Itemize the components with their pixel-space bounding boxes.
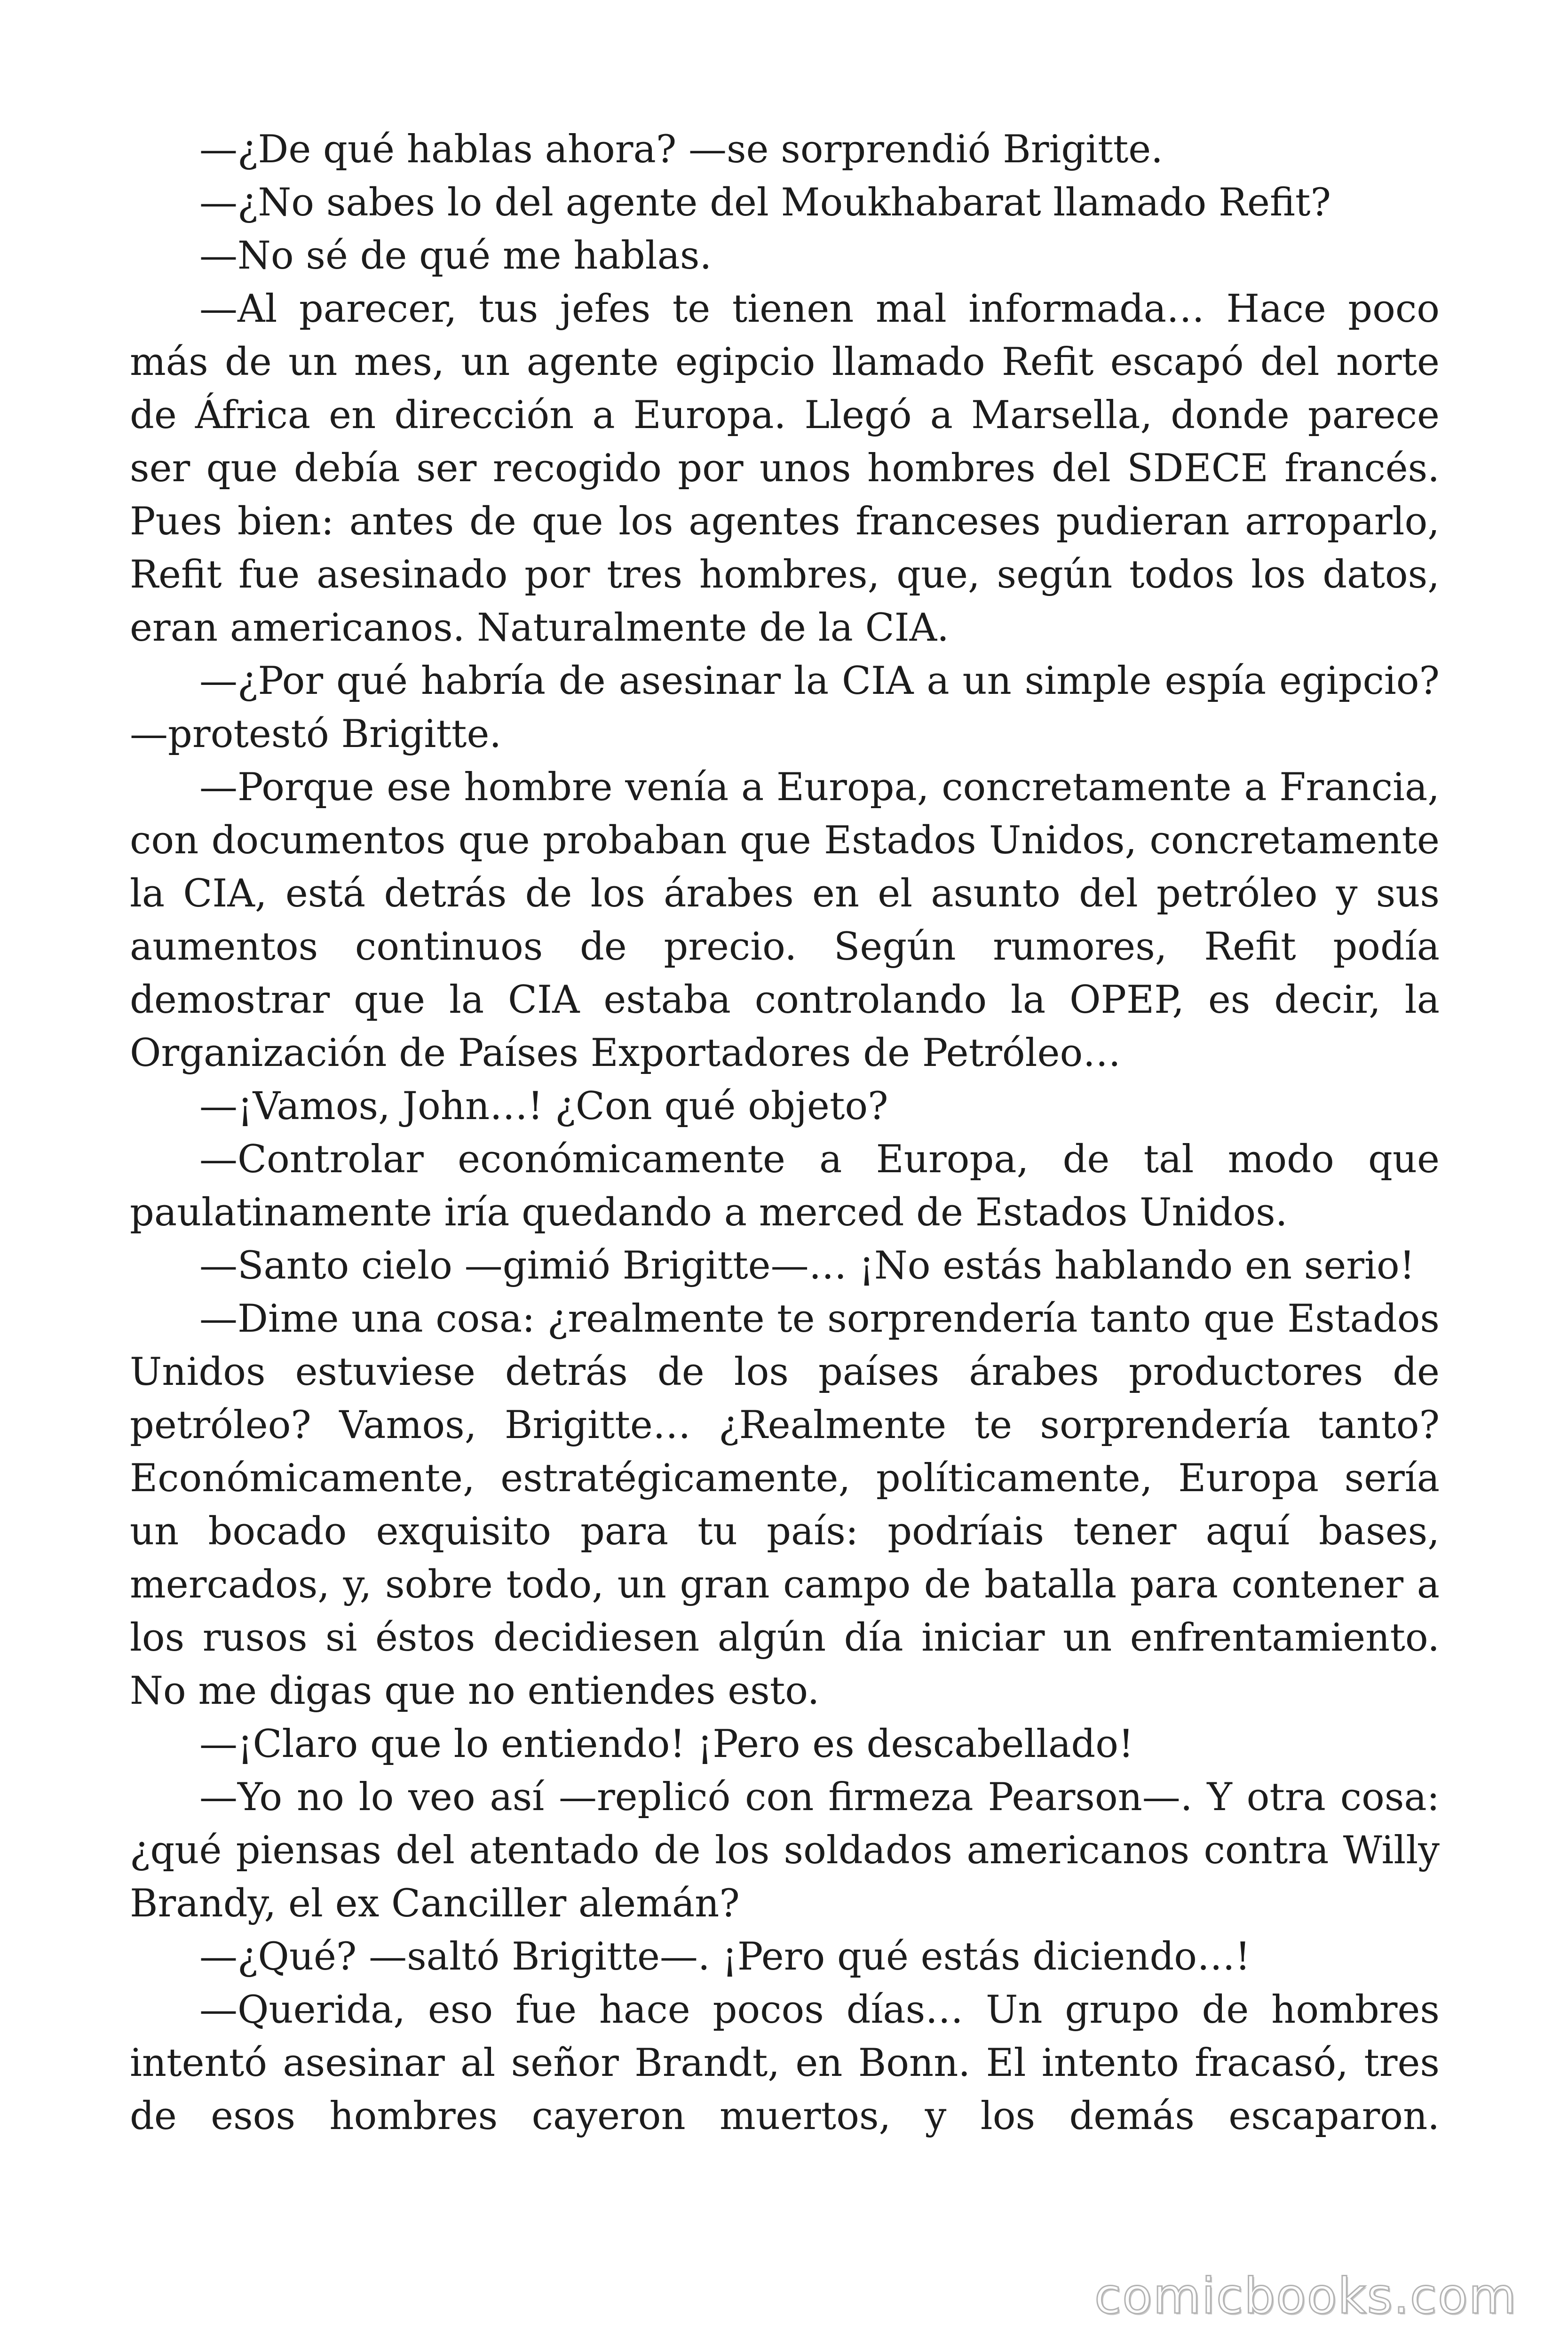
watermark: comicbooks.com [1094, 2267, 1517, 2325]
book-page-text [130, 123, 1440, 2143]
paragraph: —Controlar económicamente a Europa, de tal modo que paulatinamente iría quedando a merced de Estados Unidos. [130, 1137, 1440, 1235]
paragraph: —¿De qué hablas ahora? —se sorprendió Brigitte. [199, 127, 1163, 172]
paragraph: —¿No sabes lo del agente del Moukhabarat llamado Refit? [199, 181, 1331, 225]
paragraph: —Al parecer, tus jefes te tienen mal informada… Hace poco más de un mes, un agente egipcio llamado Refit escapó del norte de África en dirección a Europa. Llegó a Marsella, donde parece ser que debía ser recogido por unos hombres del SDECE francés. Pues bien: antes de que los agentes franceses pudieran arroparlo, Refit fue asesinado por tres hombres, que, según todos los datos, eran americanos. Naturalmente de la CIA. [130, 287, 1440, 650]
paragraph-continued: —Querida, eso fue hace pocos días… Un grupo de hombres intentó asesinar al señor Brandt, en Bonn. El intento fracasó, tres de esos hombres cayeron muertos, y los demás escaparon. [130, 1988, 1440, 2138]
paragraph: —Santo cielo —gimió Brigitte—… ¡No estás hablando en serio! [199, 1244, 1415, 1288]
paragraph: —¿Qué? —saltó Brigitte—. ¡Pero qué estás diciendo…! [199, 1935, 1251, 1979]
paragraph: —Porque ese hombre venía a Europa, concretamente a Francia, con documentos que probaban que Estados Unidos, concretamente la CIA, está detrás de los árabes en el asunto del petróleo y sus aumentos continuos de precio. Según rumores, Refit podía demostrar que la CIA estaba controlando la OPEP, es decir, la Organización de Países Exportadores de Petróleo… [130, 765, 1440, 1075]
paragraph: —¿Por qué habría de asesinar la CIA a un simple espía egipcio? —protestó Brigitte. [130, 659, 1440, 756]
paragraph: —¡Vamos, John…! ¿Con qué objeto? [199, 1084, 888, 1128]
paragraph: —Yo no lo veo así —replicó con firmeza Pearson—. Y otra cosa: ¿qué piensas del atentado de los soldados americanos contra Willy Brandy, el ex Canciller alemán? [130, 1775, 1440, 1926]
paragraph: —Dime una cosa: ¿realmente te sorprendería tanto que Estados Unidos estuviese detrás de los países árabes productores de petróleo? Vamos, Brigitte… ¿Realmente te sorprendería tanto? Económicamente, estratégicamente, políticamente, Europa sería un bocado exquisito para tu país: podríais tener aquí bases, mercados, y, sobre todo, un gran campo de batalla para contener a los rusos si éstos decidiesen algún día iniciar un enfrentamiento. No me digas que no entiendes esto. [130, 1297, 1440, 1713]
paragraph: —¡Claro que lo entiendo! ¡Pero es descabellado! [199, 1722, 1134, 1766]
paragraph: —No sé de qué me hablas. [199, 234, 712, 278]
